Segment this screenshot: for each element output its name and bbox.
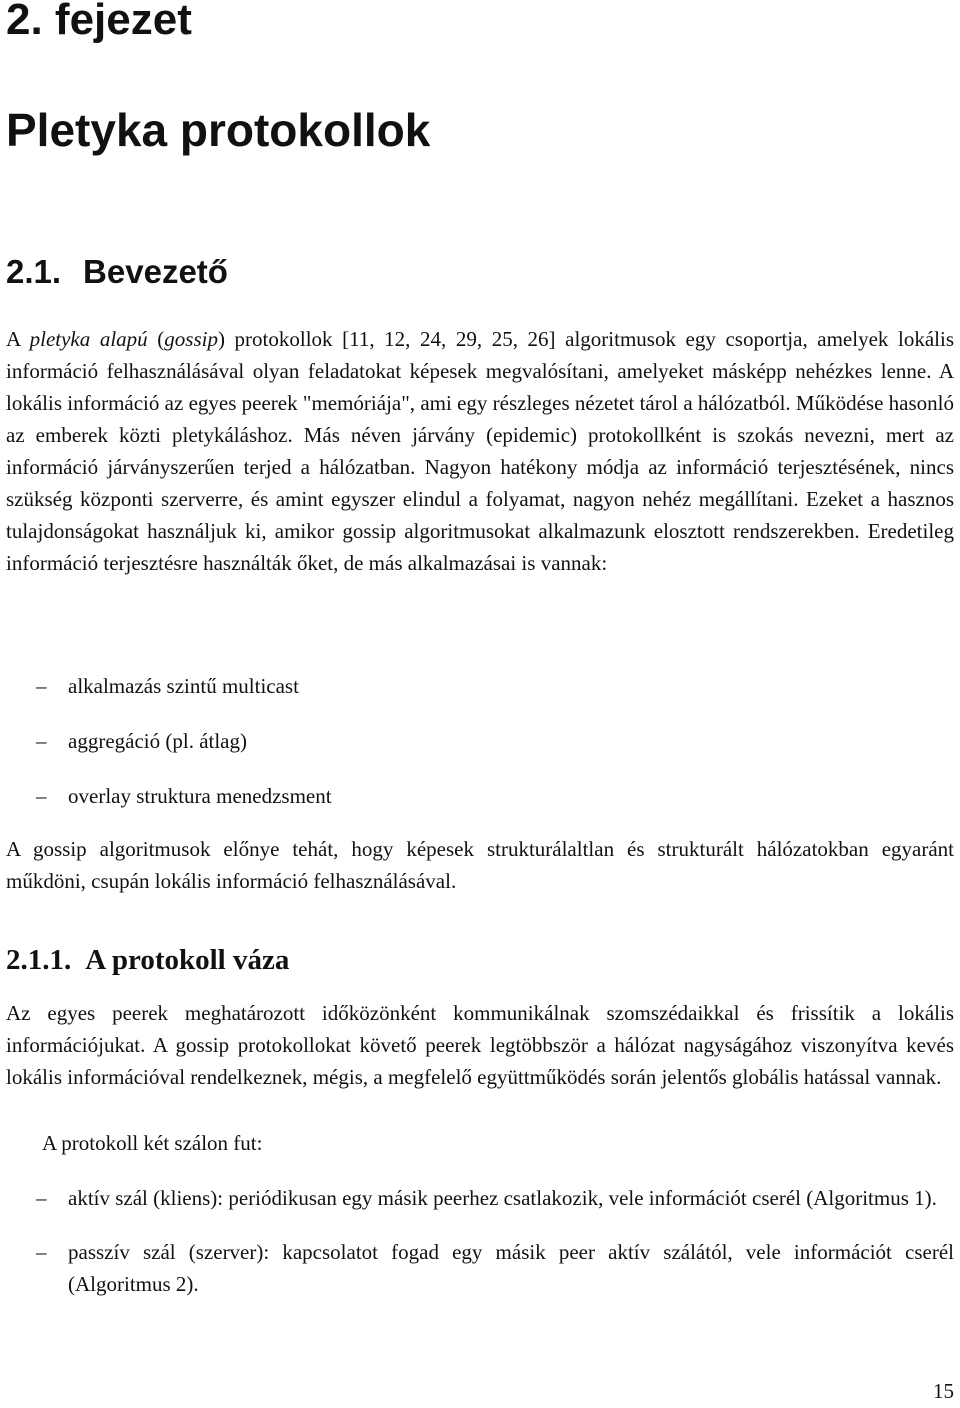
list-dash: – <box>36 674 47 698</box>
intro-text-rest: ) protokollok [11, 12, 24, 29, 25, 26] algoritmusok egy csoportja, amelyek lokális információ felhasználásával olyan feladatokat képesek megvalósítani, amelyeket másképp nehézkes lenne. A lokális információ az egyes peerek "memóriája", ami egy részleges nézetet tárol a hálózatból. Működése hasonló az emberek közti pletykáláshoz. Más néven járvány (epidemic) protokollként is szokás nevezni, mert az információ járványszerűen terjed a hálózatban. Nagyon hatékony módja az információ terjesztésének, nincs szükség központi szerverre, és amint egyszer elindul a folyamat, nagyon nehéz megállítani. Ezeket a hasznos tulajdonságokat használjuk ki, amikor gossip algoritmusokat alkalmazunk elosztott rendszerekben. Eredetileg információ terjesztésre használták őket, de más alkalmazásai is vannak: <box>6 327 954 575</box>
list-dash: – <box>36 1186 47 1210</box>
list-item <box>6 725 954 780</box>
subsection-title: A protokoll váza <box>85 944 290 976</box>
list-item-text: alkalmazás szintű multicast <box>68 674 299 698</box>
list-item-text: aktív szál (kliens): periódikusan egy másik peerhez csatlakozik, vele információt cserél (Algoritmus 1). <box>68 1186 937 1210</box>
intro-text-start: A <box>6 327 30 351</box>
intro-paren-open: ( <box>147 327 165 351</box>
threads-list <box>6 1182 954 1322</box>
section-number: 2.1. <box>6 253 62 290</box>
chapter-label: 2. fejezet <box>6 0 192 44</box>
list-item <box>6 780 954 835</box>
subsection-number: 2.1.1. <box>6 944 72 976</box>
protocol-paragraph: Az egyes peerek meghatározott időközönként kommunikálnak szomszédaikkal és frissítik a lokális információjukat. A gossip protokollokat követő peerek legtöbbször a hálózat nagyságához viszonyítva kevés lokális információval rendelkeznek, mégis, a megfelelő együttműködés során jelentős globális hatással vannak. <box>6 1001 954 1089</box>
list-item-text: passzív szál (szerver): kapcsolatot fogad egy másik peer aktív szálától, vele információt cserél (Algoritmus 2). <box>68 1240 954 1296</box>
term-gossip: gossip <box>164 327 218 351</box>
list-item-text: aggregáció (pl. átlag) <box>68 729 247 753</box>
list-item <box>6 1182 954 1214</box>
document-page <box>6 0 954 1408</box>
list-dash: – <box>36 1240 47 1264</box>
section-heading <box>6 250 228 294</box>
list-item-text: overlay struktura menedzsment <box>68 784 332 808</box>
uses-list <box>6 670 954 835</box>
advantage-paragraph: A gossip algoritmusok előnye tehát, hogy képesek strukturálaltlan és strukturált hálózatokban egyaránt műkdöni, csupán lokális információ felhasználásával. <box>6 837 954 893</box>
list-item <box>6 1236 954 1300</box>
threads-intro: A protokoll két szálon fut: <box>42 1131 263 1155</box>
term-pletyka-alapu: pletyka alapú <box>29 327 148 351</box>
section-title: Bevezető <box>83 253 228 290</box>
list-item <box>6 670 954 725</box>
chapter-title: Pletyka protokollok <box>6 104 431 156</box>
list-dash: – <box>36 729 47 753</box>
page-number: 15 <box>933 1379 954 1403</box>
list-dash: – <box>36 784 47 808</box>
intro-paragraph <box>6 323 954 579</box>
subsection-heading <box>6 940 289 980</box>
